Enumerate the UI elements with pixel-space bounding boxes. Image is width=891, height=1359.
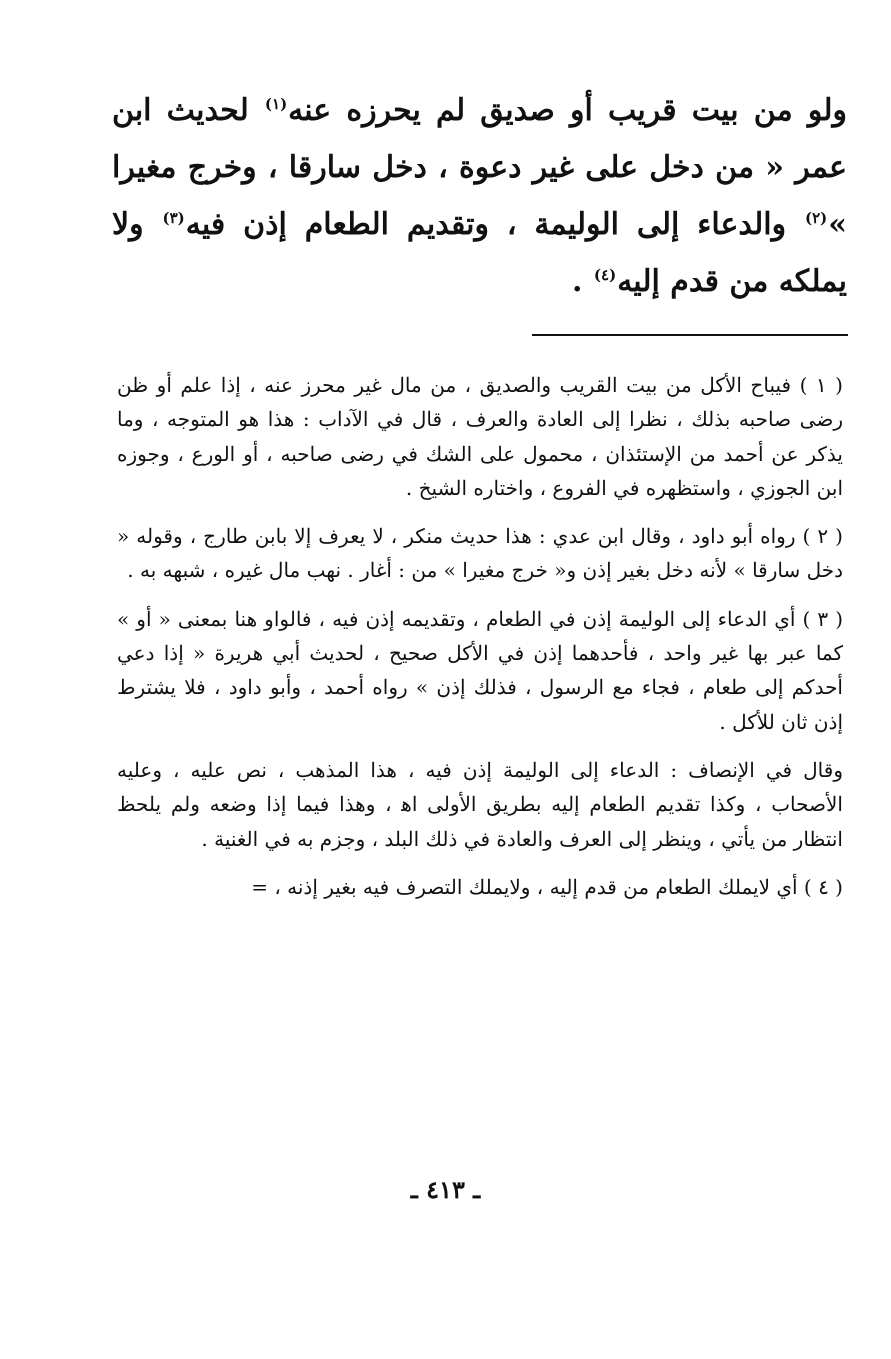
footnote-1: ( ١ ) فيباح الأكل من بيت القريب والصديق ، من مال غير محرز عنه ، إذا علم أو ظن رضى صاحبه بذلك ، نظرا إلى العادة والعرف ، قال في الآداب : هذا هو المتوجه ، وما يذكر عن أحمد من الإستئذان ، محمول على الشك في رضى صاحبه ، أو الورع ، وجوزه ابن الجوزي ، واستظهره في الفروع ، واختاره الشيخ . bbox=[117, 373, 843, 500]
footnote-marker: (١) bbox=[264, 95, 288, 113]
footnote-3-continued: وقال في الإنصاف : الدعاء إلى الوليمة إذن فيه ، هذا المذهب ، نص عليه ، وعليه الأصحاب ، وكذا تقديم الطعام إليه بطريق الأولى اه‍ ، وهذا فيما إذا وضعه ولم يلحظ انتظار من يأتي ، وينظر إلى العرف والعادة في ذلك البلد ، وجزم به في الغنية . bbox=[117, 757, 843, 851]
footnote-4: ( ٤ ) أي لايملك الطعام من قدم إليه ، ولايملك التصرف فيه بغير إذنه ، = bbox=[251, 874, 843, 899]
main-text-part: . bbox=[572, 264, 593, 299]
footnote-marker: (٣) bbox=[162, 209, 185, 227]
footnote-separator bbox=[532, 334, 848, 336]
footnote-marker: (٢) bbox=[804, 209, 828, 227]
main-text-part: ولا يملكه من قدم إليه bbox=[112, 207, 847, 299]
footnote-marker: (٤) bbox=[593, 266, 617, 284]
main-paragraph bbox=[112, 82, 847, 310]
main-text bbox=[112, 82, 847, 310]
footnotes bbox=[117, 368, 843, 904]
main-text-part: ولو من بيت قريب أو صديق لم يحرزه عنه bbox=[288, 93, 847, 128]
main-text-part: والدعاء إلى الوليمة ، وتقديم الطعام إذن فيه bbox=[185, 207, 804, 242]
page-number: ـ ٤١٣ ـ bbox=[410, 1175, 481, 1204]
footnote-2: ( ٢ ) رواه أبو داود ، وقال ابن عدي : هذا حديث منكر ، لا يعرف إلا بابن طارج ، وقوله « دخل سارقا » لأنه دخل بغير إذن و« خرج مغيرا » من : أغار . نهب مال غيره ، شبهه به . bbox=[117, 524, 843, 583]
main-text-part: لحديث ابن عمر « من دخل على غير دعوة ، دخل سارقا ، وخرج مغيرا » bbox=[112, 93, 847, 242]
footnote-3: ( ٣ ) أي الدعاء إلى الوليمة إذن في الطعام ، وتقديمه إذن فيه ، فالواو هنا بمعنى « أو » كما عبر بها غير واحد ، فأحدهما إذن في الأكل صحيح ، لحديث أبي هريرة « إذا دعي أحدكم إلى طعام ، فجاء مع الرسول ، فذلك إذن » رواه أحمد ، وأبو داود ، فلا يشترط إذن ثان للأكل . bbox=[117, 606, 843, 734]
